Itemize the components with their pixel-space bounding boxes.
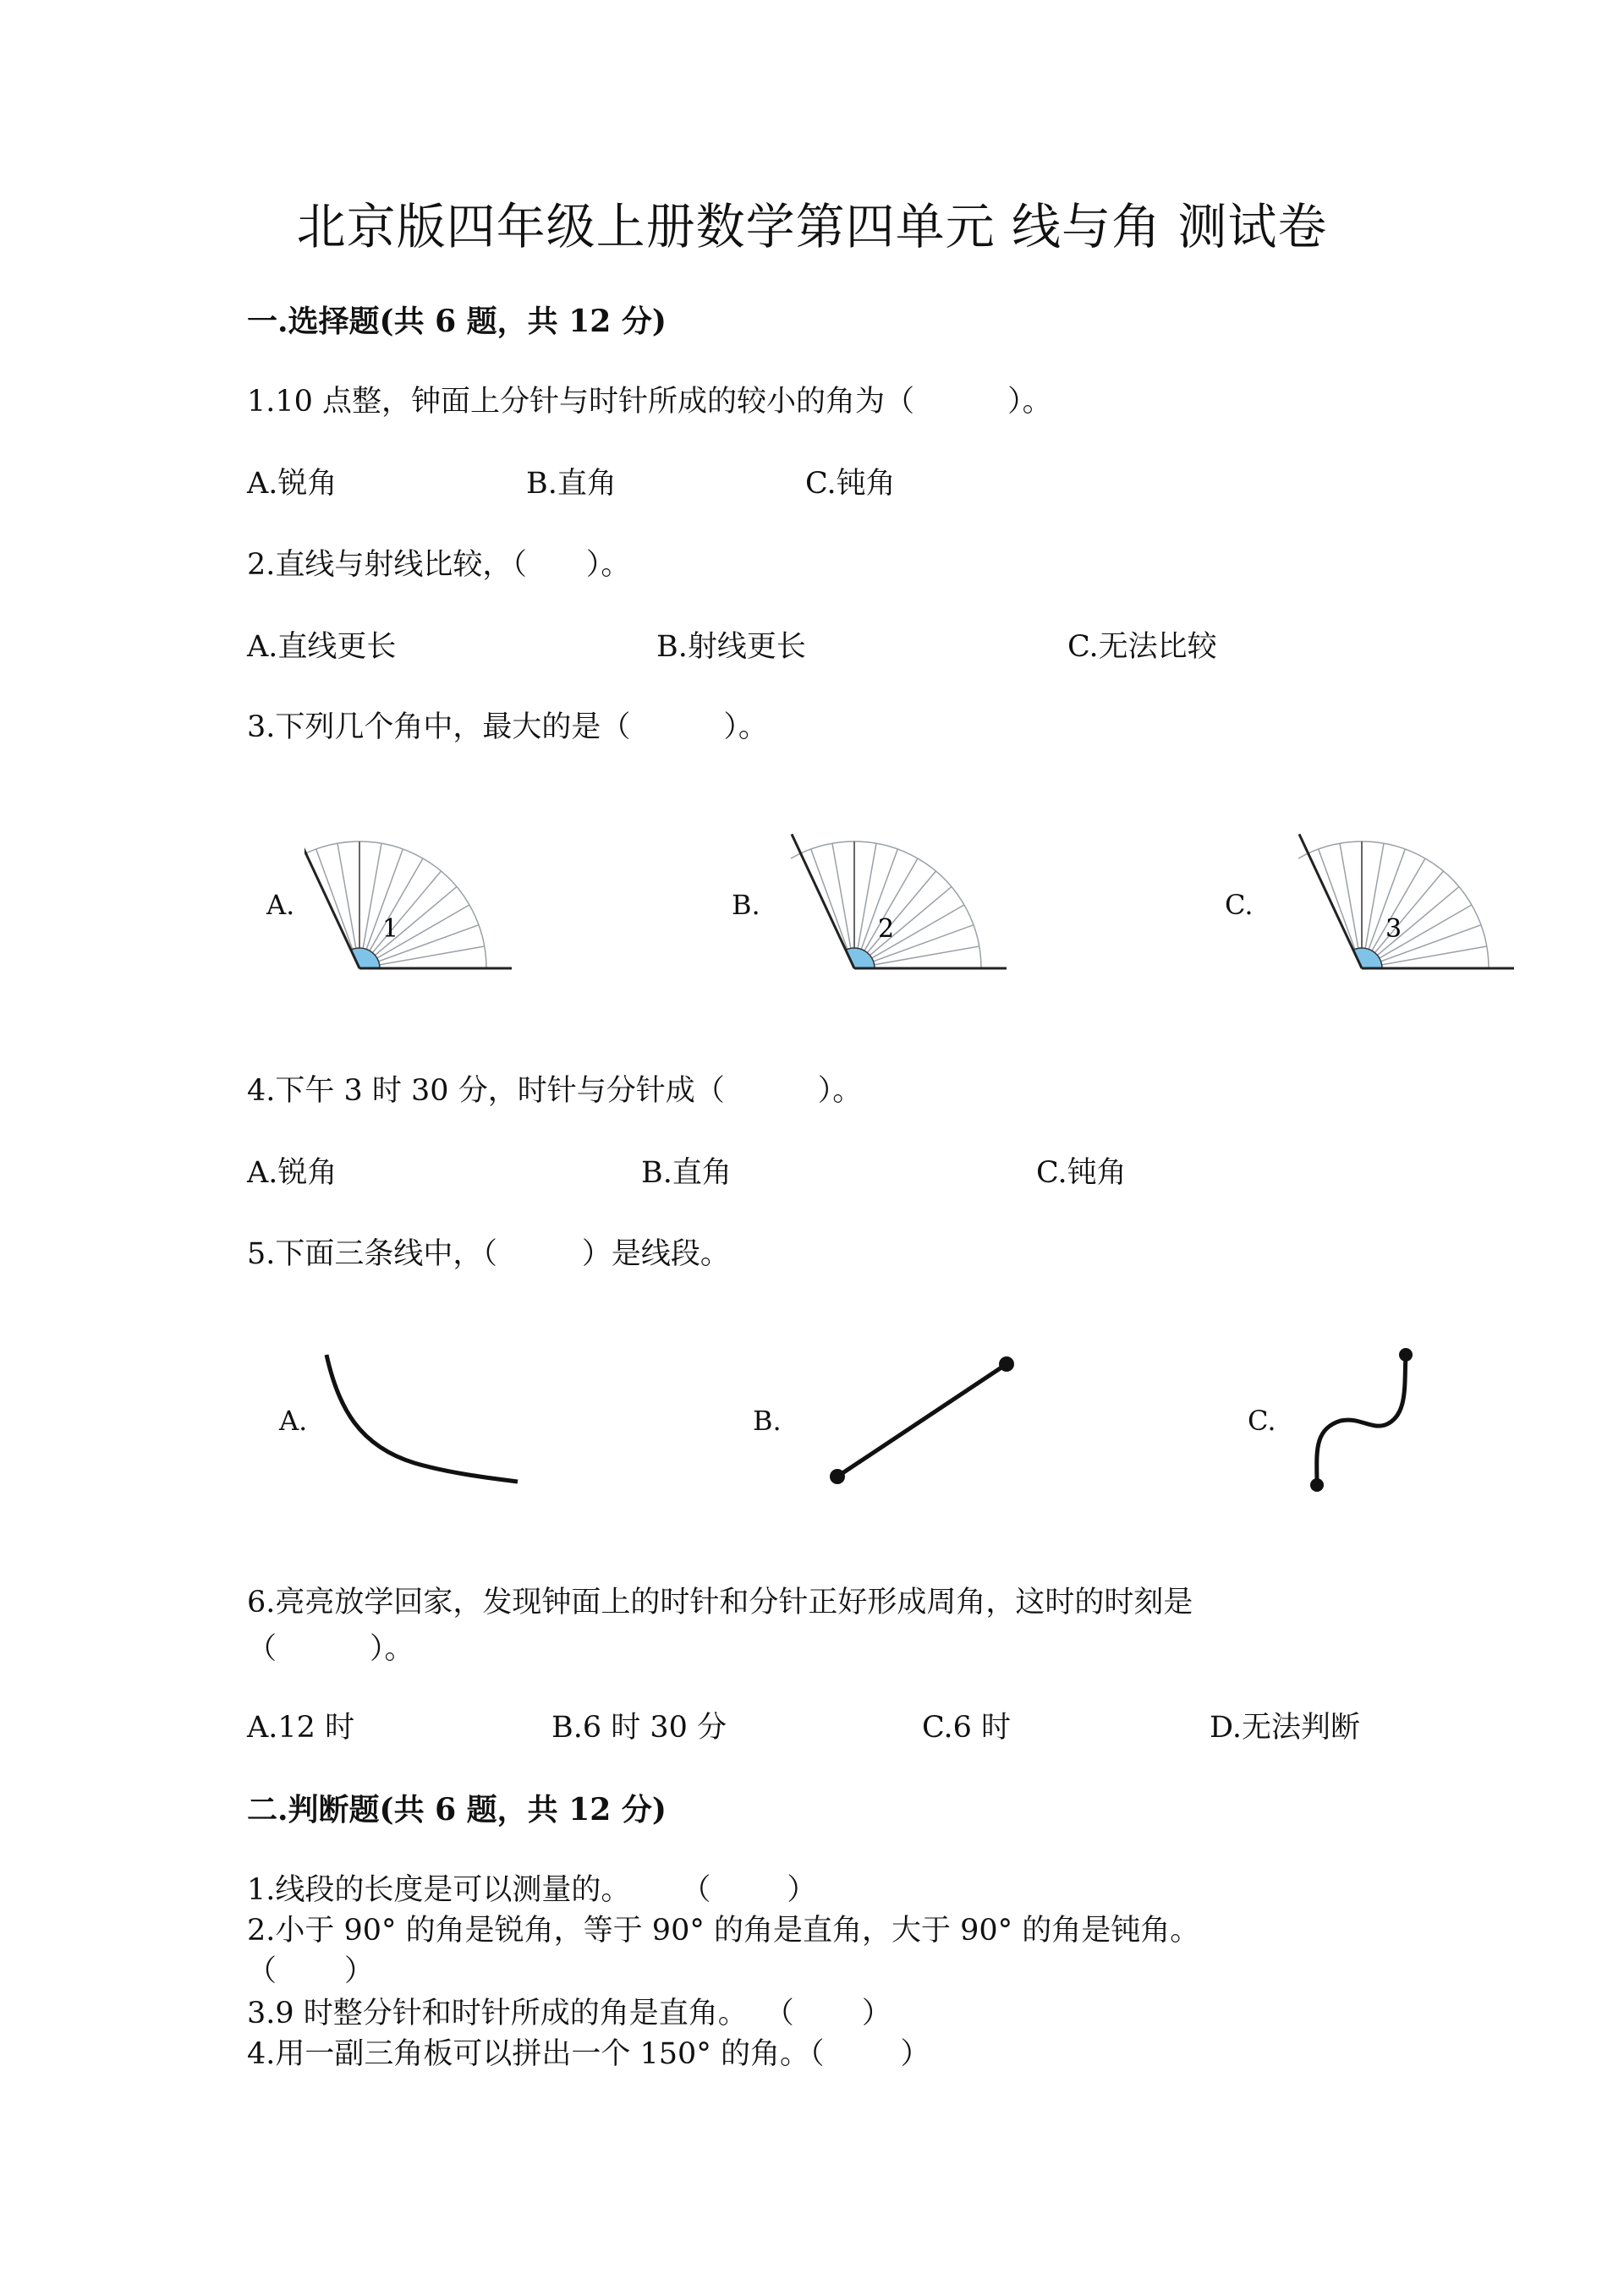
- angle-side-ray: [792, 834, 854, 968]
- judge-item-2-stem: 2.小于 90° 的角是锐角，等于 90° 的角是直角，大于 90° 的角是钝角。: [247, 1914, 1200, 1948]
- question-1-stem: 1.10 点整，钟面上分针与时针所成的较小的角为（: [247, 385, 915, 419]
- curve-line-figure: [313, 1345, 533, 1497]
- q1-option-a[interactable]: A.锐角: [247, 467, 337, 501]
- question-4-stem: 4.下午 3 时 30 分，时针与分针成（: [247, 1074, 725, 1108]
- question-1: [247, 381, 1052, 423]
- q5-figure-label-c: C.: [1248, 1405, 1276, 1437]
- protractor-graphic: [304, 834, 512, 968]
- section-heading-judge: 二.判断题(共 6 题，共 12 分): [247, 1792, 667, 1827]
- question-6-blank: [247, 1628, 414, 1670]
- q4-option-c[interactable]: C.钝角: [1036, 1156, 1127, 1190]
- question-3-tail: ）。: [723, 710, 768, 744]
- section-heading-choice: 一.选择题(共 6 题，共 12 分): [247, 304, 667, 339]
- protractor-figure-c: [1260, 812, 1514, 981]
- q3-figure-label-b: B.: [732, 889, 760, 921]
- q6-option-a[interactable]: A.12 时: [247, 1711, 355, 1745]
- angle-number-3: 3: [1385, 914, 1402, 944]
- segment-endpoint-right: [999, 1356, 1014, 1372]
- q2-option-c[interactable]: C.无法比较: [1067, 630, 1217, 664]
- curve-line: [326, 1355, 518, 1482]
- angle-number-1: 1: [382, 914, 399, 944]
- page-title: 北京版四年级上册数学第四单元 线与角 测试卷: [296, 198, 1328, 255]
- question-3-stem: 3.下列几个角中，最大的是（: [247, 710, 631, 744]
- q5-figure-label-a: A.: [279, 1405, 308, 1437]
- question-2-stem: 2.直线与射线比较，（: [247, 548, 527, 582]
- judge-item-2-paren-open: （: [247, 1954, 277, 1988]
- judge-item-1: [247, 1869, 816, 1911]
- judge-item-1-stem: 1.线段的长度是可以测量的。: [247, 1873, 631, 1907]
- line-segment-figure: [812, 1345, 1023, 1497]
- q1-option-b[interactable]: B.直角: [526, 467, 617, 501]
- question-5-tail: ）是线段。: [581, 1237, 730, 1271]
- judge-item-4-paren-close: ）: [900, 2037, 930, 2071]
- q3-figure-label-a: A.: [266, 889, 295, 921]
- q6-option-c[interactable]: C.6 时: [922, 1711, 1012, 1745]
- q4-option-a[interactable]: A.锐角: [247, 1156, 337, 1190]
- question-4: [247, 1070, 862, 1112]
- judge-item-4: [247, 2033, 930, 2075]
- q2-option-b[interactable]: B.射线更长: [656, 630, 806, 664]
- judge-item-1-paren-open: （: [681, 1873, 711, 1907]
- question-3: [247, 706, 768, 748]
- question-2-tail: ）。: [585, 548, 631, 582]
- line-segment: [837, 1364, 1007, 1477]
- wavy-line-figure: [1294, 1336, 1429, 1505]
- judge-item-2-blank: [247, 1950, 374, 1992]
- protractor-figure-a: [304, 812, 524, 981]
- judge-item-3-stem: 3.9 时整分针和时针所成的角是直角。: [247, 1997, 748, 2030]
- segment-endpoint-left: [830, 1469, 845, 1484]
- question-2: [247, 544, 630, 586]
- question-5-stem: 5.下面三条线中，（: [247, 1237, 497, 1271]
- question-5: [247, 1233, 730, 1275]
- q2-option-a[interactable]: A.直线更长: [247, 630, 397, 664]
- q3-figure-label-c: C.: [1225, 889, 1254, 921]
- judge-item-2-paren-close: ）: [344, 1954, 375, 1988]
- protractor-figure-b: [770, 812, 1015, 981]
- wavy-endpoint-bottom: [1310, 1478, 1324, 1492]
- question-6-tail: ）。: [370, 1632, 414, 1666]
- judge-item-4-stem: 4.用一副三角板可以拼出一个 150° 的角。（: [247, 2037, 825, 2071]
- q6-option-d[interactable]: D.无法判断: [1210, 1711, 1360, 1745]
- protractor-graphic: [791, 834, 1007, 968]
- wavy-endpoint-top: [1399, 1348, 1413, 1362]
- q6-option-b[interactable]: B.6 时 30 分: [551, 1711, 727, 1745]
- question-4-tail: ）。: [817, 1074, 863, 1108]
- question-1-tail: ）。: [1007, 385, 1052, 419]
- angle-side-ray: [1299, 834, 1362, 968]
- judge-item-1-paren-close: ）: [787, 1873, 817, 1907]
- protractor-graphic: [1298, 834, 1514, 968]
- q4-option-b[interactable]: B.直角: [641, 1156, 732, 1190]
- judge-item-3: [247, 1992, 892, 2035]
- question-6-paren-open: （: [247, 1632, 277, 1666]
- angle-side-ray: [304, 834, 359, 968]
- angle-number-2: 2: [878, 914, 895, 944]
- judge-item-3-paren-close: ）: [861, 1997, 892, 2030]
- judge-item-3-paren-open: （: [764, 1997, 794, 2030]
- q1-option-c[interactable]: C.钝角: [805, 467, 896, 501]
- q5-figure-label-b: B.: [753, 1405, 782, 1437]
- question-6-stem: 6.亮亮放学回家，发现钟面上的时针和分针正好形成周角，这时的时刻是: [247, 1586, 1193, 1619]
- wavy-line: [1317, 1355, 1406, 1485]
